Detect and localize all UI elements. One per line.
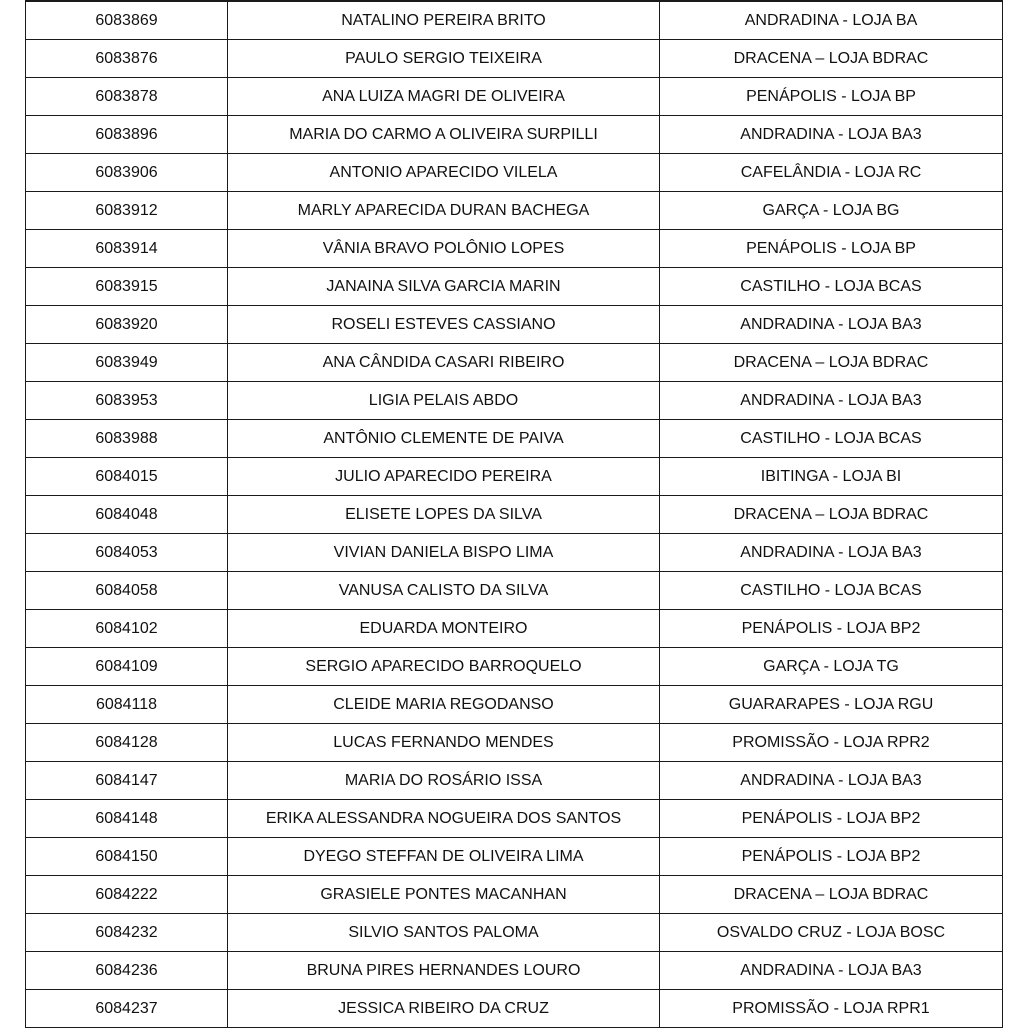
row-store-cell: DRACENA – LOJA BDRAC: [660, 876, 1003, 914]
row-code-cell: 6083878: [26, 78, 228, 116]
row-name-cell: SILVIO SANTOS PALOMA: [228, 914, 660, 952]
row-store-cell: PROMISSÃO - LOJA RPR2: [660, 724, 1003, 762]
row-code-cell: 6084109: [26, 648, 228, 686]
row-store-cell: CAFELÂNDIA - LOJA RC: [660, 154, 1003, 192]
row-name-cell: VÂNIA BRAVO POLÔNIO LOPES: [228, 230, 660, 268]
row-code-cell: 6083920: [26, 306, 228, 344]
row-code-cell: 6084048: [26, 496, 228, 534]
row-store-cell: ANDRADINA - LOJA BA3: [660, 116, 1003, 154]
row-name-cell: CLEIDE MARIA REGODANSO: [228, 686, 660, 724]
row-store-cell: PROMISSÃO - LOJA RPR1: [660, 990, 1003, 1028]
row-store-cell: ANDRADINA - LOJA BA3: [660, 952, 1003, 990]
table-row: [26, 420, 1003, 458]
row-store-cell: PENÁPOLIS - LOJA BP2: [660, 838, 1003, 876]
row-store-cell: IBITINGA - LOJA BI: [660, 458, 1003, 496]
table-row: [26, 534, 1003, 572]
table-row: [26, 458, 1003, 496]
row-name-cell: LIGIA PELAIS ABDO: [228, 382, 660, 420]
row-store-cell: GARÇA - LOJA BG: [660, 192, 1003, 230]
row-name-cell: ANTÔNIO CLEMENTE DE PAIVA: [228, 420, 660, 458]
table-row: [26, 268, 1003, 306]
table-row: [26, 610, 1003, 648]
row-code-cell: 6083869: [26, 1, 228, 40]
table-row: [26, 496, 1003, 534]
row-name-cell: DYEGO STEFFAN DE OLIVEIRA LIMA: [228, 838, 660, 876]
row-code-cell: 6084232: [26, 914, 228, 952]
row-store-cell: DRACENA – LOJA BDRAC: [660, 344, 1003, 382]
row-code-cell: 6084102: [26, 610, 228, 648]
table-row: [26, 724, 1003, 762]
row-store-cell: ANDRADINA - LOJA BA3: [660, 382, 1003, 420]
row-store-cell: ANDRADINA - LOJA BA3: [660, 762, 1003, 800]
table-row: [26, 1, 1003, 40]
row-code-cell: 6083915: [26, 268, 228, 306]
row-name-cell: JANAINA SILVA GARCIA MARIN: [228, 268, 660, 306]
row-store-cell: PENÁPOLIS - LOJA BP2: [660, 610, 1003, 648]
table-row: [26, 154, 1003, 192]
row-store-cell: GARÇA - LOJA TG: [660, 648, 1003, 686]
row-code-cell: 6083953: [26, 382, 228, 420]
row-name-cell: JULIO APARECIDO PEREIRA: [228, 458, 660, 496]
row-code-cell: 6084118: [26, 686, 228, 724]
table-row: [26, 914, 1003, 952]
row-name-cell: ERIKA ALESSANDRA NOGUEIRA DOS SANTOS: [228, 800, 660, 838]
row-code-cell: 6083912: [26, 192, 228, 230]
records-table-body: [26, 1, 1003, 1028]
row-store-cell: ANDRADINA - LOJA BA3: [660, 306, 1003, 344]
row-name-cell: EDUARDA MONTEIRO: [228, 610, 660, 648]
row-code-cell: 6084236: [26, 952, 228, 990]
row-name-cell: VANUSA CALISTO DA SILVA: [228, 572, 660, 610]
table-row: [26, 230, 1003, 268]
row-name-cell: NATALINO PEREIRA BRITO: [228, 1, 660, 40]
row-name-cell: ELISETE LOPES DA SILVA: [228, 496, 660, 534]
row-code-cell: 6084058: [26, 572, 228, 610]
table-row: [26, 648, 1003, 686]
row-code-cell: 6084147: [26, 762, 228, 800]
table-row: [26, 382, 1003, 420]
row-store-cell: OSVALDO CRUZ - LOJA BOSC: [660, 914, 1003, 952]
table-row: [26, 192, 1003, 230]
table-row: [26, 838, 1003, 876]
table-row: [26, 762, 1003, 800]
table-row: [26, 116, 1003, 154]
row-code-cell: 6084148: [26, 800, 228, 838]
row-name-cell: ANA LUIZA MAGRI DE OLIVEIRA: [228, 78, 660, 116]
row-code-cell: 6083906: [26, 154, 228, 192]
row-name-cell: VIVIAN DANIELA BISPO LIMA: [228, 534, 660, 572]
row-name-cell: MARLY APARECIDA DURAN BACHEGA: [228, 192, 660, 230]
row-code-cell: 6084053: [26, 534, 228, 572]
row-store-cell: CASTILHO - LOJA BCAS: [660, 572, 1003, 610]
row-store-cell: PENÁPOLIS - LOJA BP: [660, 78, 1003, 116]
table-row: [26, 800, 1003, 838]
records-table: [25, 0, 1003, 1028]
row-code-cell: 6084128: [26, 724, 228, 762]
row-store-cell: CASTILHO - LOJA BCAS: [660, 268, 1003, 306]
row-code-cell: 6084222: [26, 876, 228, 914]
table-row: [26, 686, 1003, 724]
row-code-cell: 6084237: [26, 990, 228, 1028]
row-code-cell: 6084015: [26, 458, 228, 496]
row-name-cell: BRUNA PIRES HERNANDES LOURO: [228, 952, 660, 990]
table-row: [26, 344, 1003, 382]
row-code-cell: 6083949: [26, 344, 228, 382]
row-code-cell: 6083896: [26, 116, 228, 154]
row-name-cell: PAULO SERGIO TEIXEIRA: [228, 40, 660, 78]
row-name-cell: JESSICA RIBEIRO DA CRUZ: [228, 990, 660, 1028]
row-store-cell: PENÁPOLIS - LOJA BP2: [660, 800, 1003, 838]
table-row: [26, 306, 1003, 344]
row-store-cell: ANDRADINA - LOJA BA: [660, 1, 1003, 40]
table-row: [26, 78, 1003, 116]
row-name-cell: ANA CÂNDIDA CASARI RIBEIRO: [228, 344, 660, 382]
row-code-cell: 6083876: [26, 40, 228, 78]
row-name-cell: ROSELI ESTEVES CASSIANO: [228, 306, 660, 344]
row-code-cell: 6083914: [26, 230, 228, 268]
row-name-cell: GRASIELE PONTES MACANHAN: [228, 876, 660, 914]
table-row: [26, 572, 1003, 610]
row-store-cell: DRACENA – LOJA BDRAC: [660, 40, 1003, 78]
row-name-cell: ANTONIO APARECIDO VILELA: [228, 154, 660, 192]
row-name-cell: MARIA DO CARMO A OLIVEIRA SURPILLI: [228, 116, 660, 154]
row-name-cell: MARIA DO ROSÁRIO ISSA: [228, 762, 660, 800]
row-store-cell: DRACENA – LOJA BDRAC: [660, 496, 1003, 534]
row-name-cell: LUCAS FERNANDO MENDES: [228, 724, 660, 762]
row-store-cell: GUARARAPES - LOJA RGU: [660, 686, 1003, 724]
table-row: [26, 952, 1003, 990]
row-code-cell: 6084150: [26, 838, 228, 876]
row-store-cell: ANDRADINA - LOJA BA3: [660, 534, 1003, 572]
table-row: [26, 990, 1003, 1028]
table-row: [26, 876, 1003, 914]
row-code-cell: 6083988: [26, 420, 228, 458]
row-store-cell: CASTILHO - LOJA BCAS: [660, 420, 1003, 458]
row-store-cell: PENÁPOLIS - LOJA BP: [660, 230, 1003, 268]
row-name-cell: SERGIO APARECIDO BARROQUELO: [228, 648, 660, 686]
table-row: [26, 40, 1003, 78]
